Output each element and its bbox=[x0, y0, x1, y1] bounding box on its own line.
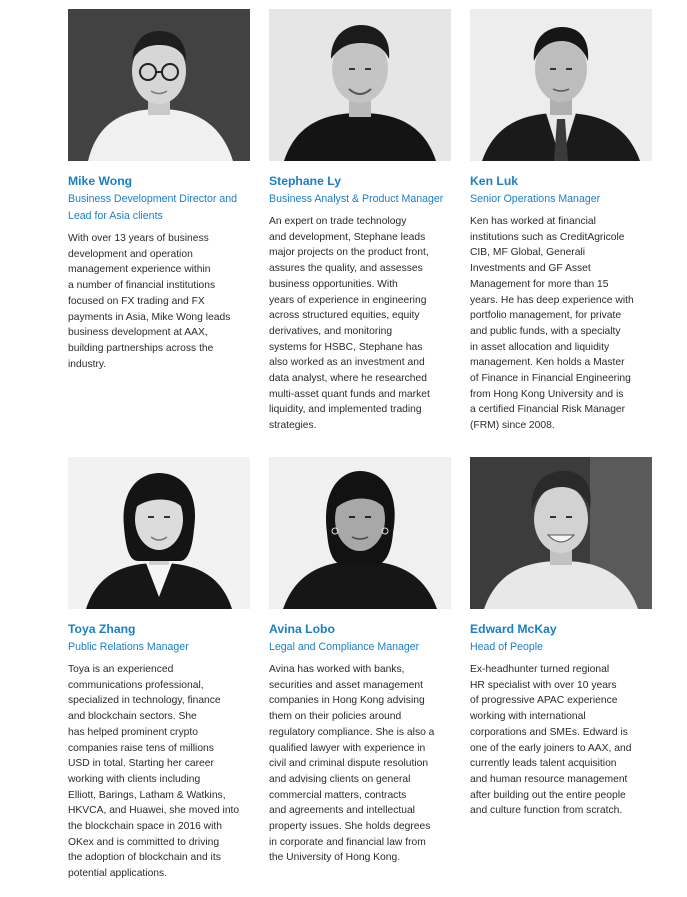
person-role: Head of People bbox=[470, 641, 544, 653]
person-bio: Ken has worked at financial institutions such as CreditAgricole CIB, MF Global, Generali Investments and GF Asset Management for more than 15 years. He has deep experience with portfolio management, for private and public funds, with a specialty in asset allocation and liquidity management. Ken holds a Master of Finance in Financial Engineering from Hong Kong University and is a certified Financial Risk Manager (FRM) since 2008. bbox=[470, 216, 634, 432]
person-bio: Avina has worked with banks, securities and asset management companies in Hong Kong advising them on their policies around regulatory compliance. She is also a qualified lawyer with experience in civil and criminal dispute resolution and advising clients on general commercial matters, contracts and agreements and intellectual property issues. She holds degrees in corporate and financial law from the University of Hong Kong. bbox=[269, 664, 435, 864]
portrait-photo bbox=[269, 9, 451, 161]
person-role: Legal and Compliance Manager bbox=[269, 641, 420, 653]
team-member-card bbox=[269, 9, 453, 434]
portrait-photo bbox=[470, 9, 652, 161]
person-role: Senior Operations Manager bbox=[470, 193, 601, 205]
person-name: Toya Zhang bbox=[68, 622, 136, 636]
person-name: Mike Wong bbox=[68, 174, 133, 188]
portrait-photo bbox=[269, 457, 451, 609]
team-member-card bbox=[470, 9, 654, 434]
team-member-card bbox=[470, 457, 654, 819]
portrait-image bbox=[269, 457, 451, 609]
person-bio: Toya is an experienced communications professional, specialized in technology, finance and blockchain sectors. She has helped prominent crypto companies raise tens of millions USD in total. Starting her career working with clients including Elliott, Barings, Latham & Watkins, HKVCA, and Huawei, she moved into the blockchain space in 2016 with OKex and is committed to driving the adoption of blockchain and its potential applications. bbox=[68, 664, 240, 880]
portrait-image bbox=[269, 9, 451, 161]
portrait-image bbox=[470, 457, 652, 609]
person-name: Stephane Ly bbox=[269, 174, 342, 188]
team-member-card bbox=[68, 9, 252, 372]
person-bio: Ex-headhunter turned regional HR specialist with over 10 years of progressive APAC experience working with international corporations and SMEs. Edward is one of the early joiners to AAX, and currently leads talent acquisition and human resource management after building out the entire people and culture function from scratch. bbox=[470, 664, 632, 817]
portrait-photo bbox=[470, 457, 652, 609]
person-role: Business Development Director and Lead for Asia clients bbox=[68, 193, 237, 222]
team-member-card bbox=[269, 457, 453, 866]
person-role: Business Analyst & Product Manager bbox=[269, 193, 444, 205]
person-name: Ken Luk bbox=[470, 174, 519, 188]
portrait-image bbox=[68, 457, 250, 609]
portrait-photo bbox=[68, 457, 250, 609]
person-role: Public Relations Manager bbox=[68, 641, 189, 653]
person-name: Edward McKay bbox=[470, 622, 557, 636]
portrait-photo bbox=[68, 9, 250, 161]
team-member-card bbox=[68, 457, 252, 882]
person-name: Avina Lobo bbox=[269, 622, 335, 636]
person-bio: With over 13 years of business development and operation management experience within a number of financial institutions focused on FX trading and FX payments in Asia, Mike Wong leads business development at AAX, building partnerships across the industry. bbox=[68, 233, 231, 370]
person-bio: An expert on trade technology and development, Stephane leads major projects on the product front, assures the quality, and assesses business opportunities. With years of experience in engineering across structured equities, equity derivatives, and monitoring systems for HSBC, Stephane has also worked as an investment and data analyst, where he researched multi-asset quant funds and market liquidity, and implemented trading strategies. bbox=[269, 216, 430, 432]
portrait-image bbox=[470, 9, 652, 161]
portrait-image bbox=[68, 9, 250, 161]
